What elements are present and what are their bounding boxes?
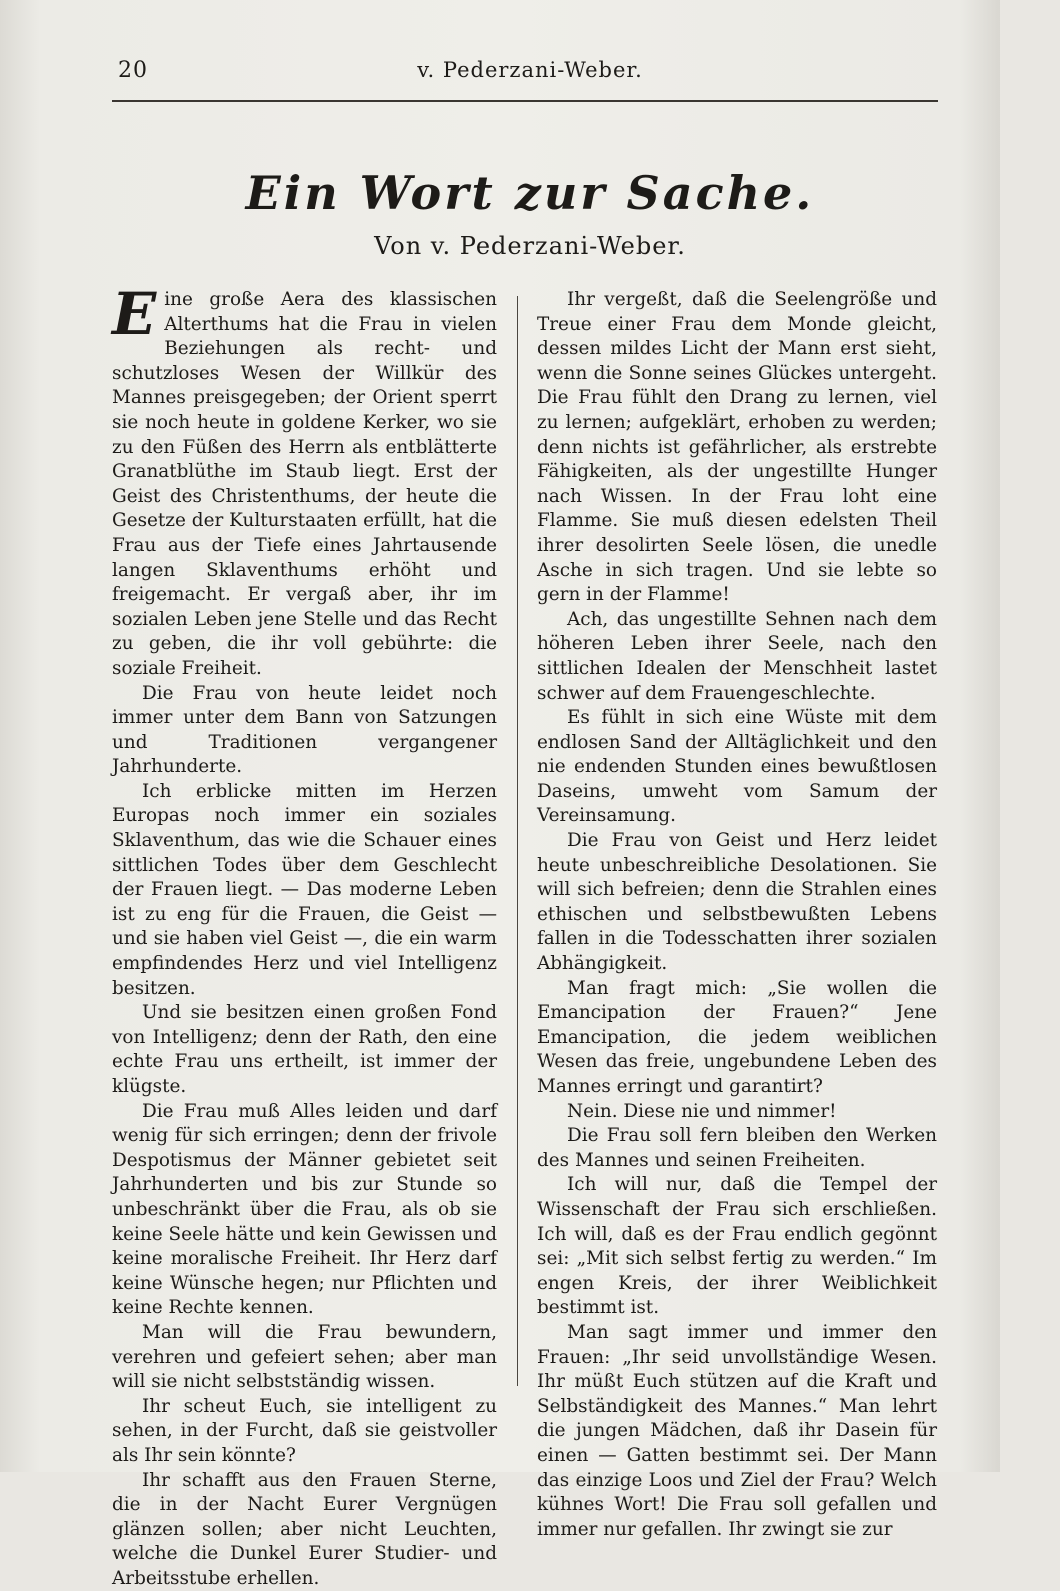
left-column: [112, 288, 497, 1591]
paragraph: Ich erblicke mitten im Herzen Europas noch immer ein soziales Sklaventhum, das wie die Schauer eines sittlichen Todes über dem Geschlecht der Frauen liegt. — Das moderne Leben ist zu eng für die Frauen, die Geist — und sie haben viel Geist —, die ein warm empfindendes Herz und viel Intelligenz besitzen.: [112, 780, 497, 1001]
paragraph: Es fühlt in sich eine Wüste mit dem endlosen Sand der Alltäglichkeit und den nie endenden Stunden eines bewußtlosen Daseins, umweht vom Samum der Vereinsamung.: [537, 706, 937, 829]
paragraph: Nein. Diese nie und nimmer!: [537, 1100, 937, 1125]
paragraph: Die Frau muß Alles leiden und darf wenig für sich erringen; denn der frivole Despotismus der Männer gebietet seit Jahrhunderten und bis zur Stunde so unbeschränkt über die Frau, als ob sie keine Seele hätte und kein Gewissen und keine moralische Freiheit. Ihr Herz darf keine Wünsche hegen; nur Pflichten und keine Rechte kennen.: [112, 1100, 497, 1321]
paragraph: Man sagt immer und immer den Frauen: „Ihr seid unvollständige Wesen. Ihr müßt Euch stützen auf die Kraft und Selbständigkeit des Mannes.“ Man lehrt die jungen Mädchen, daß ihr Dasein für einen — Gatten bestimmt sei. Der Mann das einzige Loos und Ziel der Frau? Welch kühnes Wort! Die Frau soll gefallen und immer nur gefallen. Ihr zwingt sie zur: [537, 1321, 937, 1542]
paragraph: Ich will nur, daß die Tempel der Wissenschaft der Frau sich erschließen. Ich will, daß es der Frau endlich gegönnt sei: „Mit sich selbst fertig zu werden.“ Im engen Kreis, der ihrer Weiblichkeit bestimmt ist.: [537, 1173, 937, 1321]
paragraph: Die Frau soll fern bleiben den Werken des Mannes und seinen Freiheiten.: [537, 1124, 937, 1173]
drop-cap: E: [112, 290, 156, 338]
paragraph: Und sie besitzen einen großen Fond von Intelligenz; denn der Rath, den eine echte Frau uns ertheilt, ist immer der klügste.: [112, 1001, 497, 1099]
paragraph: Ach, das ungestillte Sehnen nach dem höheren Leben ihrer Seele, nach den sittlichen Idealen der Menschheit lastet schwer auf dem Frauengeschlechte.: [537, 608, 937, 706]
paragraph: Die Frau von Geist und Herz leidet heute unbeschreibliche Desolationen. Sie will sich befreien; denn die Strahlen eines ethischen und selbstbewußten Lebens fallen in die Todesschatten ihrer sozialen Abhängigkeit.: [537, 829, 937, 977]
right-column: [537, 288, 937, 1542]
header-rule: [112, 100, 938, 102]
column-divider: [517, 296, 518, 1386]
page-number: 20: [118, 58, 148, 83]
paragraph: Ihr vergeßt, daß die Seelengröße und Treue einer Frau dem Monde gleicht, dessen mildes Licht der Mann erst sieht, wenn die Sonne seines Glückes untergeht. Die Frau fühlt den Drang zu lernen, viel zu lernen; aufgeklärt, erhoben zu werden; denn nichts ist gefährlicher, als erstrebte Fähigkeiten, als der ungestillte Hunger nach Wissen. In der Frau loht eine Flamme. Sie muß diesen edelsten Theil ihrer desolirten Seele lösen, die unedle Asche in sich tragen. Und sie lebte so gern in der Flamme!: [537, 288, 937, 608]
paragraph: Ihr schafft aus den Frauen Sterne, die in der Nacht Eurer Vergnügen glänzen sollen; aber nicht Leuchten, welche die Dunkel Eurer Studier- und Arbeitsstube erhellen.: [112, 1469, 497, 1591]
paragraph: Man will die Frau bewundern, verehren und gefeiert sehen; aber man will sie nicht selbstständig wissen.: [112, 1321, 497, 1395]
article-byline: Von v. Pederzani-Weber.: [0, 232, 1060, 260]
paragraph-text: ine große Aera des klassischen Alterthums hat die Frau in vielen Beziehungen als recht- und schutzloses Wesen der Willkür des Mannes preisgegeben; der Orient sperrt sie noch heute in goldene Kerker, wo sie zu den Füßen des Herrn als entblätterte Granatblüthe im Staub liegt. Erst der Geist des Christenthums, der heute die Gesetze der Kulturstaaten erfüllt, hat die Frau aus der Tiefe eines Jahrtausende langen Sklaventhums erhöht und freigemacht. Er vergaß aber, ihr im sozialen Leben jene Stelle und das Recht zu geben, die ihr voll gebührte: die soziale Freiheit.: [112, 289, 497, 679]
paragraph: Man fragt mich: „Sie wollen die Emancipation der Frauen?“ Jene Emancipation, die jedem weiblichen Wesen das freie, ungebundene Leben des Mannes erringt und garantirt?: [537, 977, 937, 1100]
paragraph: [112, 288, 497, 682]
running-head: v. Pederzani-Weber.: [0, 58, 1060, 82]
article-title: Ein Wort zur Sache.: [0, 166, 1060, 220]
paragraph: Die Frau von heute leidet noch immer unter dem Bann von Satzungen und Traditionen vergangener Jahrhunderte.: [112, 682, 497, 780]
paragraph: Ihr scheut Euch, sie intelligent zu sehen, in der Furcht, daß sie geistvoller als Ihr sein könnte?: [112, 1395, 497, 1469]
